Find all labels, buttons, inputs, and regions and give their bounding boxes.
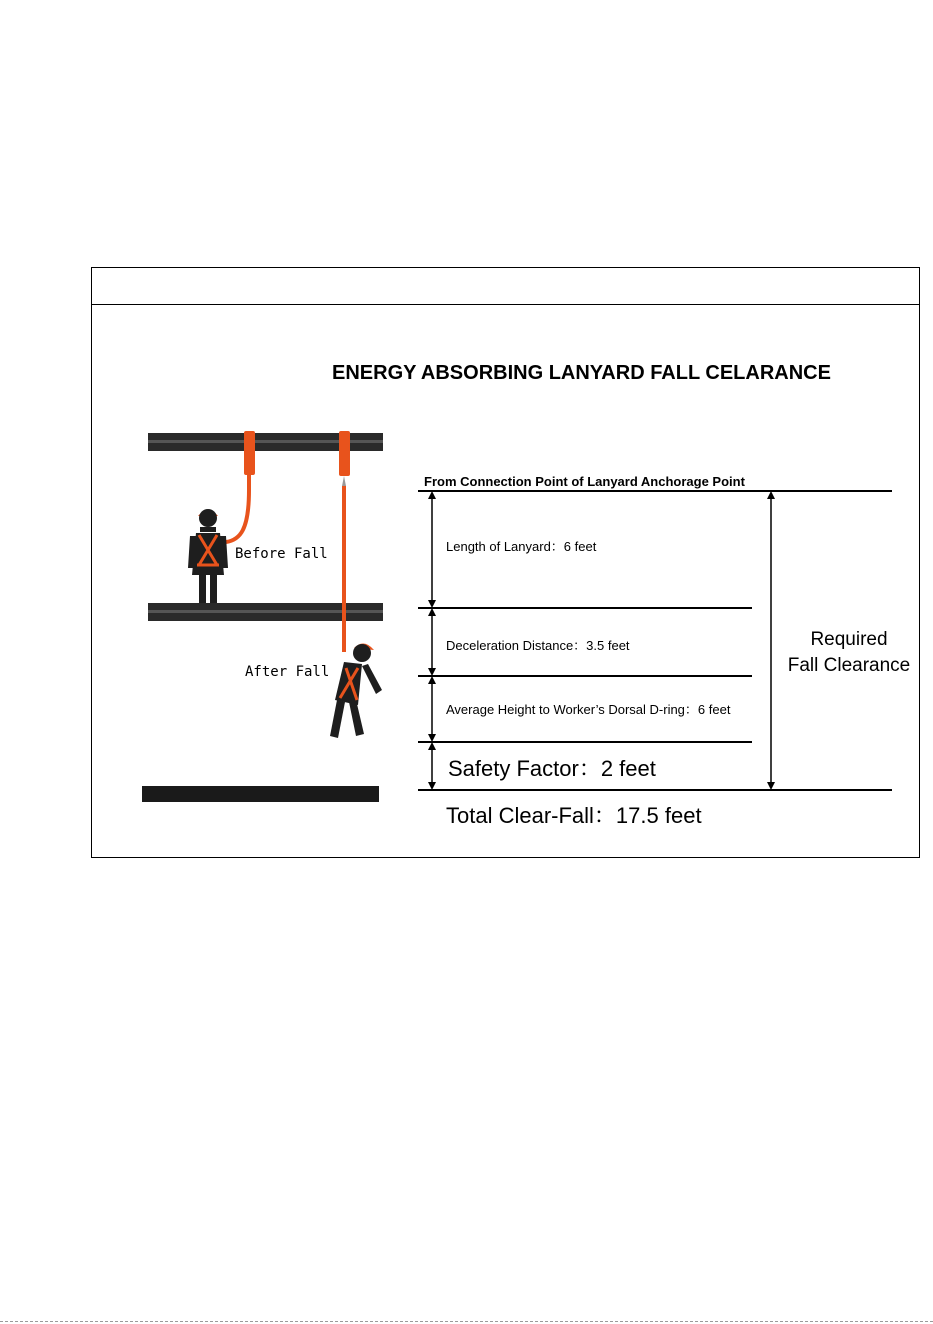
deceleration-distance-label: Deceleration Distance：3.5 feet: [446, 638, 630, 653]
page-footer-divider: [0, 1321, 933, 1322]
safety-factor-label: Safety Factor：2 feet: [448, 756, 656, 781]
anchor-point-label: From Connection Point of Lanyard Anchorage Point: [424, 474, 745, 489]
ground-beam: [142, 786, 379, 802]
diagram-title: ENERGY ABSORBING LANYARD FALL CELARANCE: [332, 362, 831, 384]
worker-before-fall-icon: [188, 509, 228, 603]
before-fall-label: Before Fall: [235, 546, 328, 562]
lanyard-length-label: Length of Lanyard：6 feet: [446, 539, 597, 554]
total-clear-fall-label: Total Clear-Fall：17.5 feet: [446, 803, 702, 828]
worker-after-fall-icon: [330, 643, 382, 738]
dring-height-label: Average Height to Worker’s Dorsal D-ring：6 feet: [446, 702, 731, 717]
required-clearance-label-line2: Fall Clearance: [787, 655, 911, 676]
required-clearance-label-line1: Required: [810, 629, 888, 650]
after-fall-label: After Fall: [245, 664, 330, 680]
middle-beam: [148, 603, 383, 621]
